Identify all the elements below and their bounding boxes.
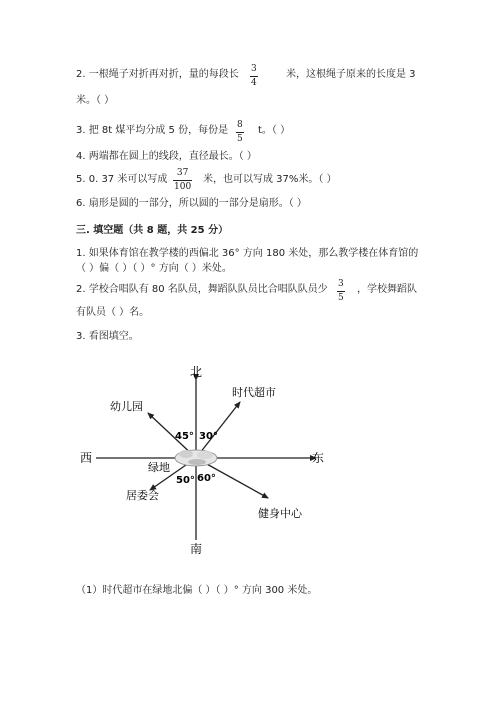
label-east: 东 (312, 451, 325, 465)
angle-45: 45° (175, 431, 194, 442)
label-west: 西 (80, 451, 93, 465)
question-3-text-b: t。（ ） (258, 125, 291, 136)
fraction-denominator: 5 (237, 134, 243, 144)
label-north: 北 (190, 365, 203, 379)
ray-supermarket (196, 402, 240, 458)
label-south: 南 (190, 542, 203, 556)
fill-3-text: 3. 看图填空。 (76, 331, 139, 342)
fill-3-sub-1-text: （1）时代超市在绿地北偏（ ）（ ）° 方向 300 米处。 (76, 585, 318, 596)
question-2-text-b: 米，这根绳子原来的长度是 3 (286, 69, 416, 80)
green-space-icon (175, 450, 217, 466)
section-3-title-text: 三. 填空题（共 8 题，共 25 分） (76, 225, 229, 236)
fraction-numerator: 8 (237, 120, 243, 130)
fill-2-text-a: 2. 学校合唱队有 80 名队员，舞蹈队队员比合唱队队员少 (76, 284, 328, 295)
question-6-text: 6. 扇形是圆的一部分，所以圆的一部分是扇形。（ ） (76, 198, 307, 209)
fill-2-text-c: 有队员（ ）名。 (76, 307, 150, 318)
question-2-text-a: 2. 一根绳子对折再对折，量的每段长 (76, 69, 239, 80)
fill-1-text-b: （ ）偏（ ）（ ）° 方向（ ）米处。 (76, 263, 232, 274)
question-5-text-a: 5. 0. 37 米可以写成 (76, 174, 168, 185)
question-5-text-b: 米，也可以写成 37%米。（ ） (203, 174, 337, 185)
fraction-denominator: 100 (174, 182, 192, 192)
question-4-text: 4. 两端都在圆上的线段，直径最长。（ ） (76, 151, 257, 162)
label-kindergarten: 幼儿园 (110, 400, 143, 413)
fill-2-text-b: ，学校舞蹈队 (357, 284, 417, 295)
angle-60: 60° (197, 473, 216, 484)
angle-50: 50° (176, 475, 195, 486)
fill-1-text-a: 1. 如果体育馆在教学楼的西偏北 36° 方向 180 米处，那么教学楼在体育馆的 (76, 248, 419, 259)
label-fitness: 健身中心 (258, 507, 302, 520)
question-2-text-c: 米。（ ） (76, 95, 115, 106)
label-committee: 居委会 (126, 489, 159, 502)
fraction-denominator: 5 (338, 293, 344, 303)
fill-3-sub-1 (76, 584, 317, 598)
fraction-numerator: 3 (338, 279, 344, 289)
fraction-numerator: 3 (251, 64, 257, 74)
label-supermarket: 时代超市 (232, 386, 276, 399)
fraction-numerator: 37 (176, 168, 189, 178)
fraction-denominator: 4 (251, 78, 257, 88)
angle-30: 30° (199, 431, 218, 442)
question-3-text-a: 3. 把 8t 煤平均分成 5 份，每份是 (76, 125, 229, 136)
label-green-space: 绿地 (148, 461, 170, 474)
